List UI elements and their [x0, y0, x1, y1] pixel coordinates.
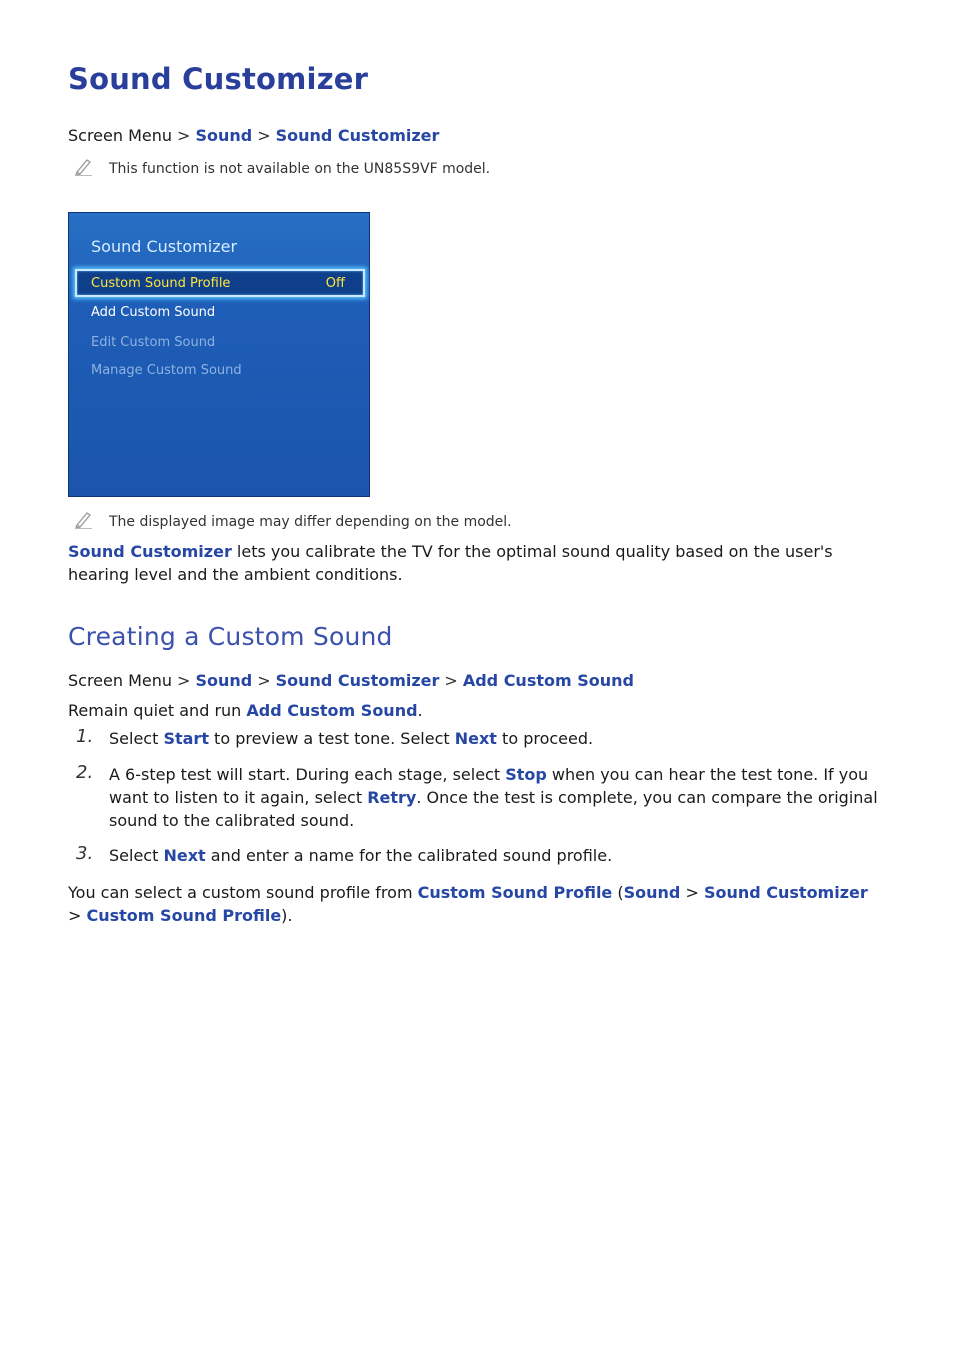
ui-term-link: Next	[454, 729, 497, 748]
breadcrumb	[68, 126, 439, 145]
text-run: >	[68, 906, 87, 925]
breadcrumb-root: Screen Menu	[68, 126, 173, 145]
ui-term-link: Sound Customizer	[703, 883, 868, 902]
chevron-right-icon: >	[177, 671, 191, 690]
breadcrumb-add-custom-sound: Add Custom Sound	[462, 671, 634, 690]
text-run: ).	[281, 906, 293, 925]
breadcrumb-sound-customizer: Sound Customizer	[275, 671, 440, 690]
ui-term-link: Start	[163, 729, 209, 748]
tv-menu-screenshot	[68, 212, 370, 497]
text-run: to preview a test tone. Select	[208, 729, 455, 748]
ui-term-link: Next	[163, 846, 206, 865]
breadcrumb-sound: Sound	[195, 671, 253, 690]
note-text: The displayed image may differ depending on the model.	[109, 514, 512, 530]
ui-term-link: Custom Sound Profile	[417, 883, 613, 902]
step-number: 3.	[76, 843, 94, 864]
ui-term-link: Custom Sound Profile	[86, 906, 282, 925]
closing-paragraph	[68, 881, 868, 927]
text-run: and enter a name for the calibrated sound profile.	[205, 846, 613, 865]
text-run: A 6-step test will start. During each stage, select	[109, 765, 506, 784]
intro-link: Sound Customizer	[68, 542, 232, 561]
availability-note	[74, 158, 490, 177]
ui-term-link: Stop	[505, 765, 547, 784]
step-number: 2.	[76, 762, 94, 783]
page-title: Sound Customizer	[68, 62, 369, 96]
text-run: You can select a custom sound profile from	[68, 883, 418, 902]
pencil-icon	[74, 158, 96, 176]
text-run: to proceed.	[496, 729, 594, 748]
lead-text-end: .	[417, 701, 423, 720]
breadcrumb-root: Screen Menu	[68, 671, 173, 690]
step-text	[109, 844, 889, 867]
step-text	[109, 763, 889, 832]
note-text: This function is not available on the UN85S9VF model.	[109, 161, 491, 177]
text-run: (	[612, 883, 624, 902]
text-run: >	[680, 883, 704, 902]
ui-term-link: Sound	[623, 883, 681, 902]
tv-menu-item-manage-custom-sound: Manage Custom Sound	[91, 363, 242, 378]
tv-menu-item-label: Custom Sound Profile	[91, 276, 231, 291]
step-text	[109, 727, 889, 750]
text-run: . Once the test is complete, you can compare the original sound to the calibrated sound.	[109, 788, 878, 830]
text-run: Select	[109, 729, 164, 748]
text-run: Select	[109, 846, 164, 865]
intro-paragraph	[68, 540, 888, 586]
breadcrumb-sound: Sound	[195, 126, 253, 145]
chevron-right-icon: >	[257, 671, 271, 690]
breadcrumb-sound-customizer: Sound Customizer	[275, 126, 440, 145]
breadcrumb-section	[68, 671, 634, 690]
image-note	[74, 511, 512, 530]
tv-menu-item-edit-custom-sound: Edit Custom Sound	[91, 335, 216, 350]
tv-menu-item-custom-sound-profile[interactable]	[75, 269, 365, 297]
chevron-right-icon: >	[444, 671, 458, 690]
step-number: 1.	[76, 726, 94, 747]
intro-text: lets you calibrate the TV for the optimal sound quality based on the user's hearing level and the ambient conditions.	[68, 542, 833, 584]
lead-text: Remain quiet and run	[68, 701, 247, 720]
tv-menu-item-add-custom-sound[interactable]: Add Custom Sound	[91, 305, 216, 320]
lead-paragraph	[68, 699, 423, 722]
section-title: Creating a Custom Sound	[68, 622, 393, 651]
tv-menu-item-value: Off	[325, 276, 345, 291]
chevron-right-icon: >	[257, 126, 271, 145]
lead-link: Add Custom Sound	[246, 701, 418, 720]
text-run: when you can hear the test tone. If you want to listen to it again, select	[109, 765, 869, 807]
tv-menu-title: Sound Customizer	[91, 237, 238, 256]
ui-term-link: Retry	[367, 788, 417, 807]
pencil-icon	[74, 511, 96, 529]
chevron-right-icon: >	[177, 126, 191, 145]
